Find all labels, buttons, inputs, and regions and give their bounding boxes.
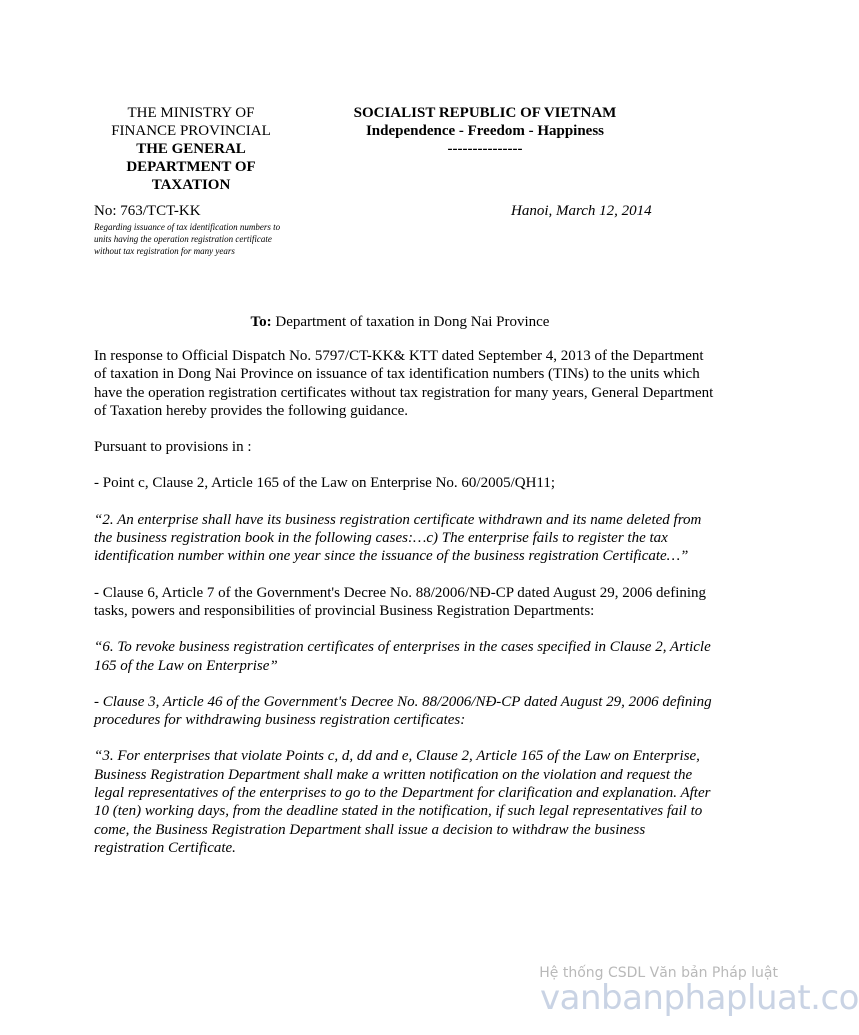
national-motto <box>330 104 640 158</box>
paragraph-pursuant: Pursuant to provisions in : <box>94 439 252 456</box>
paragraph-decree-quote: “6. To revoke business registration certificates of enterprises in the cases specified in Clause 2, Article 165 of the Law on Enterprise” <box>94 639 711 674</box>
authority-line-5: TAXATION <box>151 177 231 193</box>
paragraph-intro: In response to Official Dispatch No. 5797/CT-KK& KTT dated September 4, 2013 of the Department of taxation in Dong Nai Province on issuance of tax identification numbers (TINs) to the units which have the operation registration certificates without tax registration for many years, General Department of Taxation hereby provides the following guidance. <box>94 348 714 419</box>
motto: Independence - Freedom - Happiness <box>365 123 605 139</box>
paragraph-law-reference: - Point c, Clause 2, Article 165 of the Law on Enterprise No. 60/2005/QH11; <box>94 475 556 492</box>
issuing-authority <box>96 104 286 194</box>
country-name: SOCIALIST REPUBLIC OF VIETNAM <box>353 105 617 121</box>
paragraph-decree-clause-quote: “3. For enterprises that violate Points c, d, dd and e, Clause 2, Article 165 of the Law on Enterprise, Business Registration Department shall make a written notification on the violation and request the legal representatives of the enterprises to go to the Department for clarification and explanation. After 10 (ten) working days, from the deadline stated in the notification, if such legal representatives fail to come, the Business Registration Department shall issue a decision to withdraw the business registration Certificate. <box>94 748 711 856</box>
watermark-site: vanbanphapluat.co <box>540 978 859 1018</box>
document-subject: Regarding issuance of tax identification numbers to units having the operation registration certificate without tax registration for many years <box>94 222 281 256</box>
authority-line-4: DEPARTMENT OF <box>126 159 256 175</box>
paragraph-decree-clause-reference: - Clause 3, Article 46 of the Government's Decree No. 88/2006/NĐ-CP dated August 29, 2006 defining procedures for withdrawing business registration certificates: <box>94 693 712 729</box>
authority-line-3: THE GENERAL <box>136 141 246 157</box>
document-body <box>94 347 716 875</box>
authority-line-2: FINANCE PROVINCIAL <box>111 123 271 139</box>
motto-divider: --------------- <box>447 141 523 157</box>
watermark-caption: Hệ thống CSDL Văn bản Pháp luật <box>539 965 778 981</box>
recipient-line <box>0 313 800 331</box>
recipient-label: To: <box>250 314 272 330</box>
authority-line-1: THE MINISTRY OF <box>127 105 255 121</box>
paragraph-decree-reference: - Clause 6, Article 7 of the Government's Decree No. 88/2006/NĐ-CP dated August 29, 2006 defining tasks, powers and responsibilities of provincial Business Registration Departments: <box>94 584 707 619</box>
document-number: No: 763/TCT-KK <box>94 203 201 219</box>
document-date: Hanoi, March 12, 2014 <box>511 203 652 219</box>
paragraph-law-quote: “2. An enterprise shall have its business registration certificate withdrawn and its name deleted from the business registration book in the following cases:…c) The enterprise fails to register the tax identification number within one year since the issuance of the business registration Certificate…” <box>94 511 702 565</box>
recipient-name: Department of taxation in Dong Nai Province <box>275 314 550 330</box>
